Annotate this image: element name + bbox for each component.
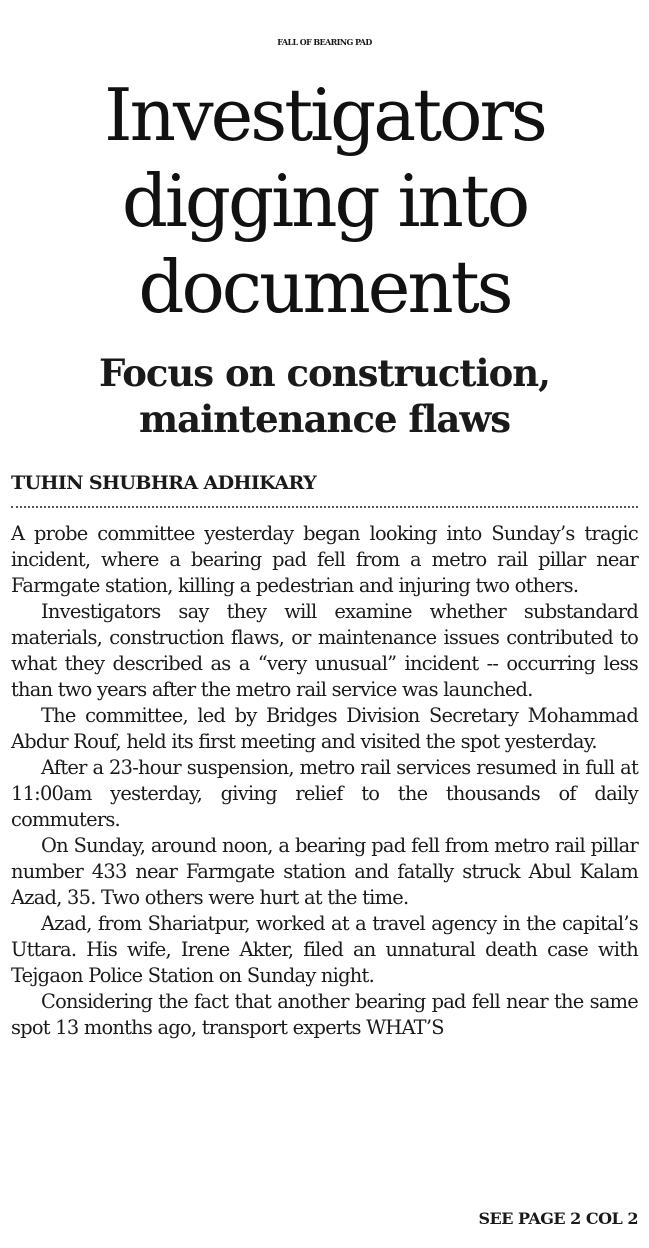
byline: TUHIN SHUBHRA ADHIKARY: [11, 472, 317, 494]
headline: [0, 72, 649, 330]
kicker: FALL OF BEARING PAD: [277, 37, 372, 47]
body-paragraph: A probe committee yesterday began looking into Sunday’s tragic incident, where a bearing pad fell from a metro rail pillar near Farmgate station, killing a pedestrian and injuring two others.: [11, 522, 638, 597]
body-paragraph: The committee, led by Bridges Division Secretary Mohammad Abdur Rouf, held its first meeting and visited the spot yesterday.: [11, 704, 638, 753]
subheadline-line-1: Focus on construction,: [98, 351, 551, 395]
headline-line-2: digging into: [121, 159, 528, 243]
continuation-link[interactable]: SEE PAGE 2 COL 2: [478, 1209, 638, 1228]
subheadline: [0, 350, 649, 442]
subheadline-line-2: maintenance flaws: [138, 397, 511, 441]
dotted-divider: [11, 506, 638, 508]
headline-line-1: Investigators: [104, 73, 545, 157]
headline-line-3: documents: [138, 245, 511, 329]
body-paragraph: Investigators say they will examine whether substandard materials, construction flaws, or maintenance issues contributed to what they described as a “very unusual” incident -- occurring less than two years after the metro rail service was launched.: [11, 600, 638, 701]
article-body: [11, 521, 638, 1041]
body-paragraph: After a 23-hour suspension, metro rail services resumed in full at 11:00am yesterday, giving relief to the thousands of daily commuters.: [11, 756, 638, 831]
body-paragraph: Considering the fact that another bearing pad fell near the same spot 13 months ago, transport experts WHAT’S: [11, 990, 638, 1039]
body-paragraph: Azad, from Shariatpur, worked at a travel agency in the capital’s Uttara. His wife, Irene Akter, filed an unnatural death case with Tejgaon Police Station on Sunday night.: [11, 912, 638, 987]
body-paragraph: On Sunday, around noon, a bearing pad fell from metro rail pillar number 433 near Farmgate station and fatally struck Abul Kalam Azad, 35. Two others were hurt at the time.: [11, 834, 638, 909]
